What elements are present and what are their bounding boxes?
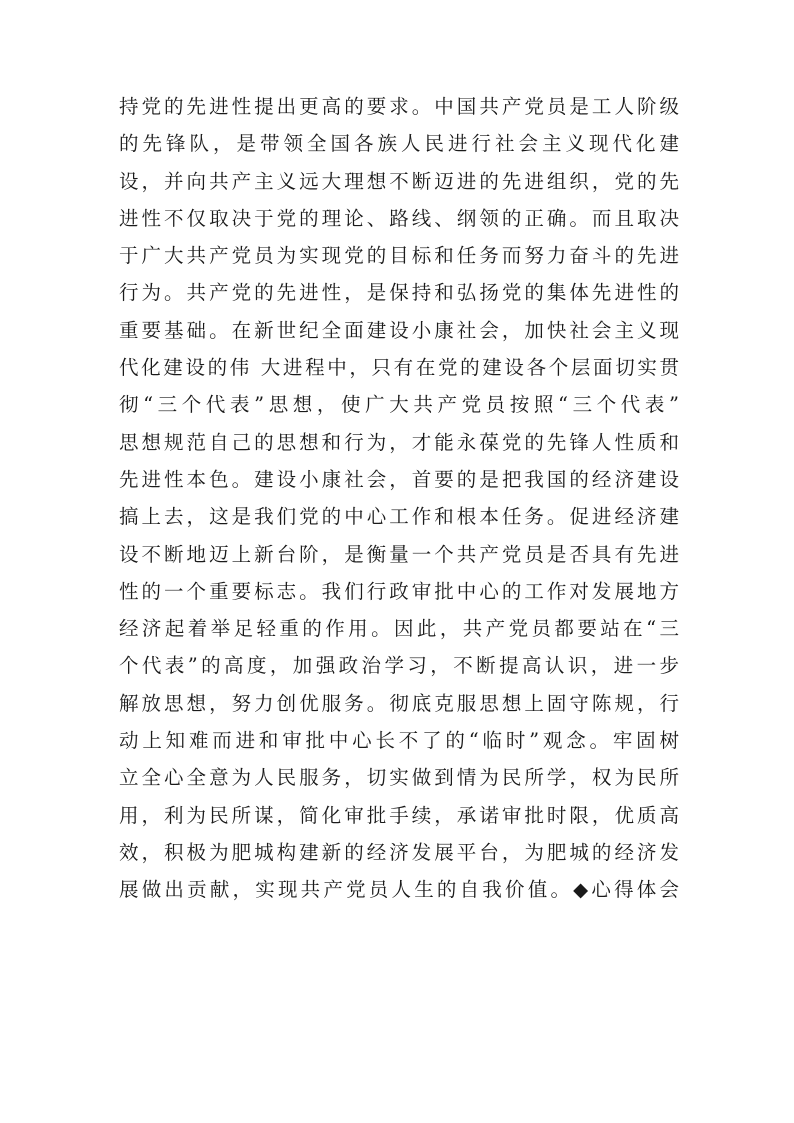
text-line: 重要基础。在新世纪全面建设小康社会，加快社会主义现	[119, 318, 679, 342]
text-line: 代化建设的伟 大进程中，只有在党的建设各个层面切实贯	[119, 356, 679, 380]
text-line: 思想规范自己的思想和行为，才能永葆党的先锋人性质和	[119, 430, 679, 454]
body-paragraph	[119, 88, 679, 909]
text-line: 用，利为民所谋，简化审批手续，承诺审批时限，优质高	[119, 803, 679, 827]
text-line: 行为。共产党的先进性，是保持和弘扬党的集体先进性的	[119, 281, 679, 305]
text-line: 搞上去，这是我们党的中心工作和根本任务。促进经济建	[119, 505, 679, 529]
text-line: 设，并向共产主义远大理想不断迈进的先进组织，党的先	[119, 169, 679, 193]
text-line: 解放思想，努力创优服务。彻底克服思想上固守陈规，行	[119, 691, 679, 715]
text-line: 效，积极为肥城构建新的经济发展平台，为肥城的经济发	[119, 840, 679, 864]
text-line: 个代表”的高度，加强政治学习，不断提高认识，进一步	[119, 654, 679, 678]
text-line: 展做出贡献，实现共产党员人生的自我价值。◆心得体会	[119, 878, 679, 902]
text-line: 进性不仅取决于党的理论、路线、纲领的正确。而且取决	[119, 206, 679, 230]
text-line: 持党的先进性提出更高的要求。中国共产党员是工人阶级	[119, 95, 679, 118]
text-line: 设不断地迈上新台阶，是衡量一个共产党员是否具有先进	[119, 542, 679, 566]
text-line: 于广大共产党员为实现党的目标和任务而努力奋斗的先进	[119, 244, 679, 268]
text-line: 经济起着举足轻重的作用。因此，共产党员都要站在“三	[119, 617, 679, 641]
text-line: 先进性本色。建设小康社会，首要的是把我国的经济建设	[119, 467, 679, 491]
text-line: 性的一个重要标志。我们行政审批中心的工作对发展地方	[119, 579, 679, 603]
text-line: 动上知难而进和审批中心长不了的“临时”观念。牢固树	[119, 729, 679, 753]
text-line: 的先锋队，是带领全国各族人民进行社会主义现代化建	[119, 132, 679, 156]
text-line: 立全心全意为人民服务，切实做到情为民所学，权为民所	[119, 766, 679, 790]
text-line: 彻“三个代表”思想，使广大共产党员按照“三个代表”	[119, 393, 679, 417]
